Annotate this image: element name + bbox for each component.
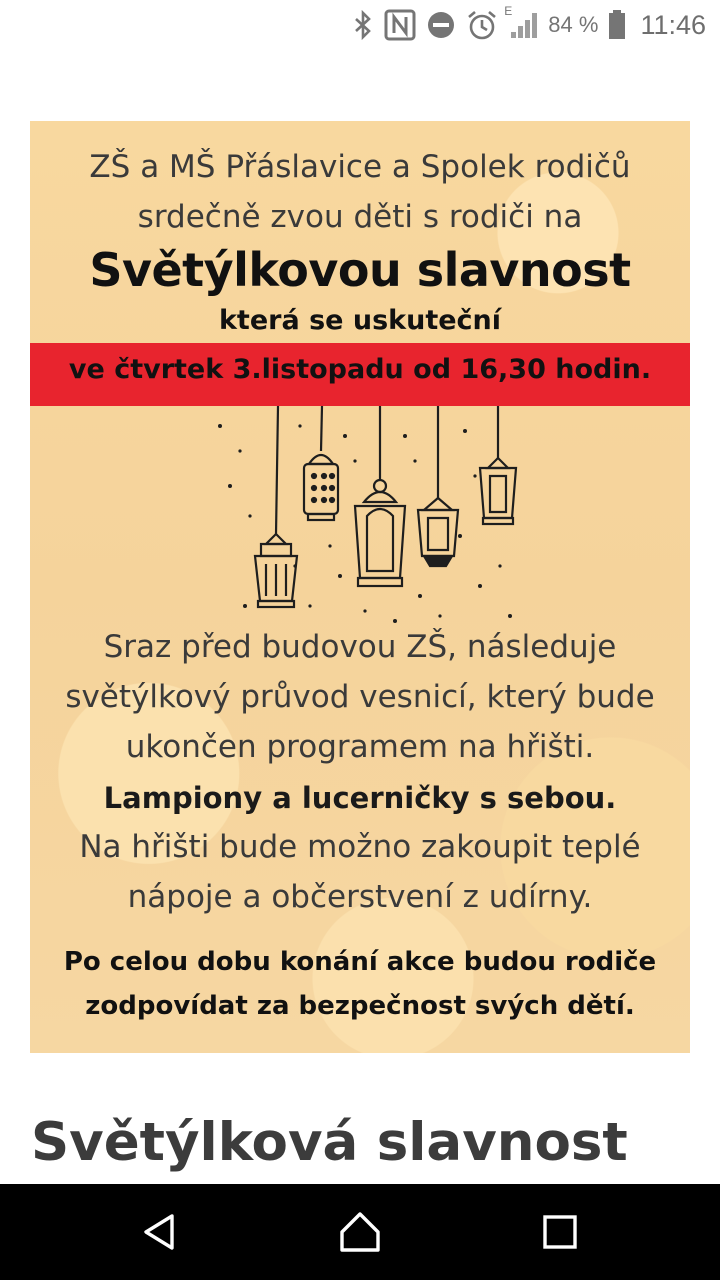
signal-icon xyxy=(504,4,538,40)
navigation-bar xyxy=(0,1184,720,1280)
poster-body-line-5: nápoje a občerstvení z udírny. xyxy=(127,879,593,915)
poster-body-line-1: Sraz před budovou ZŠ, následuje xyxy=(103,629,617,665)
poster-intro-line-1: ZŠ a MŠ Přáslavice a Spolek rodičů xyxy=(89,149,631,185)
battery-icon xyxy=(608,10,626,40)
poster-warning-line-2: zodpovídat za bezpečnost svých dětí. xyxy=(85,991,635,1021)
recents-icon xyxy=(542,1214,578,1254)
event-poster[interactable] xyxy=(30,121,690,1053)
status-bar xyxy=(0,0,720,50)
back-button[interactable] xyxy=(128,1202,192,1266)
date-banner: ve čtvrtek 3.listopadu od 16,30 hodin. xyxy=(68,354,652,385)
poster-intro-line-2: srdečně zvou děti s rodiči na xyxy=(137,199,583,235)
bluetooth-icon xyxy=(352,10,374,40)
alarm-icon xyxy=(466,9,498,41)
poster-title: Světýlkovou slavnost xyxy=(89,243,631,297)
article-title: Světýlková slavnost xyxy=(31,1112,628,1173)
poster-body-line-2: světýlkový průvod vesnicí, který bude xyxy=(65,679,655,715)
nfc-icon xyxy=(384,9,416,41)
battery-percentage: 84 % xyxy=(548,12,599,37)
recents-button[interactable] xyxy=(528,1202,592,1266)
home-icon xyxy=(338,1210,382,1258)
back-icon xyxy=(140,1212,180,1256)
network-type-label: E xyxy=(504,4,513,18)
lanterns-illustration xyxy=(200,406,520,626)
poster-warning-line-1: Po celou dobu konání akce budou rodiče xyxy=(63,947,657,977)
poster-bold-line: Lampiony a lucerničky s sebou. xyxy=(103,781,617,815)
home-button[interactable] xyxy=(328,1202,392,1266)
status-icons xyxy=(352,4,706,42)
poster-subtitle: která se uskuteční xyxy=(218,305,502,336)
poster-body-line-3: ukončen programem na hřišti. xyxy=(125,729,595,765)
clock: 11:46 xyxy=(640,9,706,40)
do-not-disturb-icon xyxy=(426,10,456,40)
poster-body-line-4: Na hřišti bude možno zakoupit teplé xyxy=(79,829,641,865)
